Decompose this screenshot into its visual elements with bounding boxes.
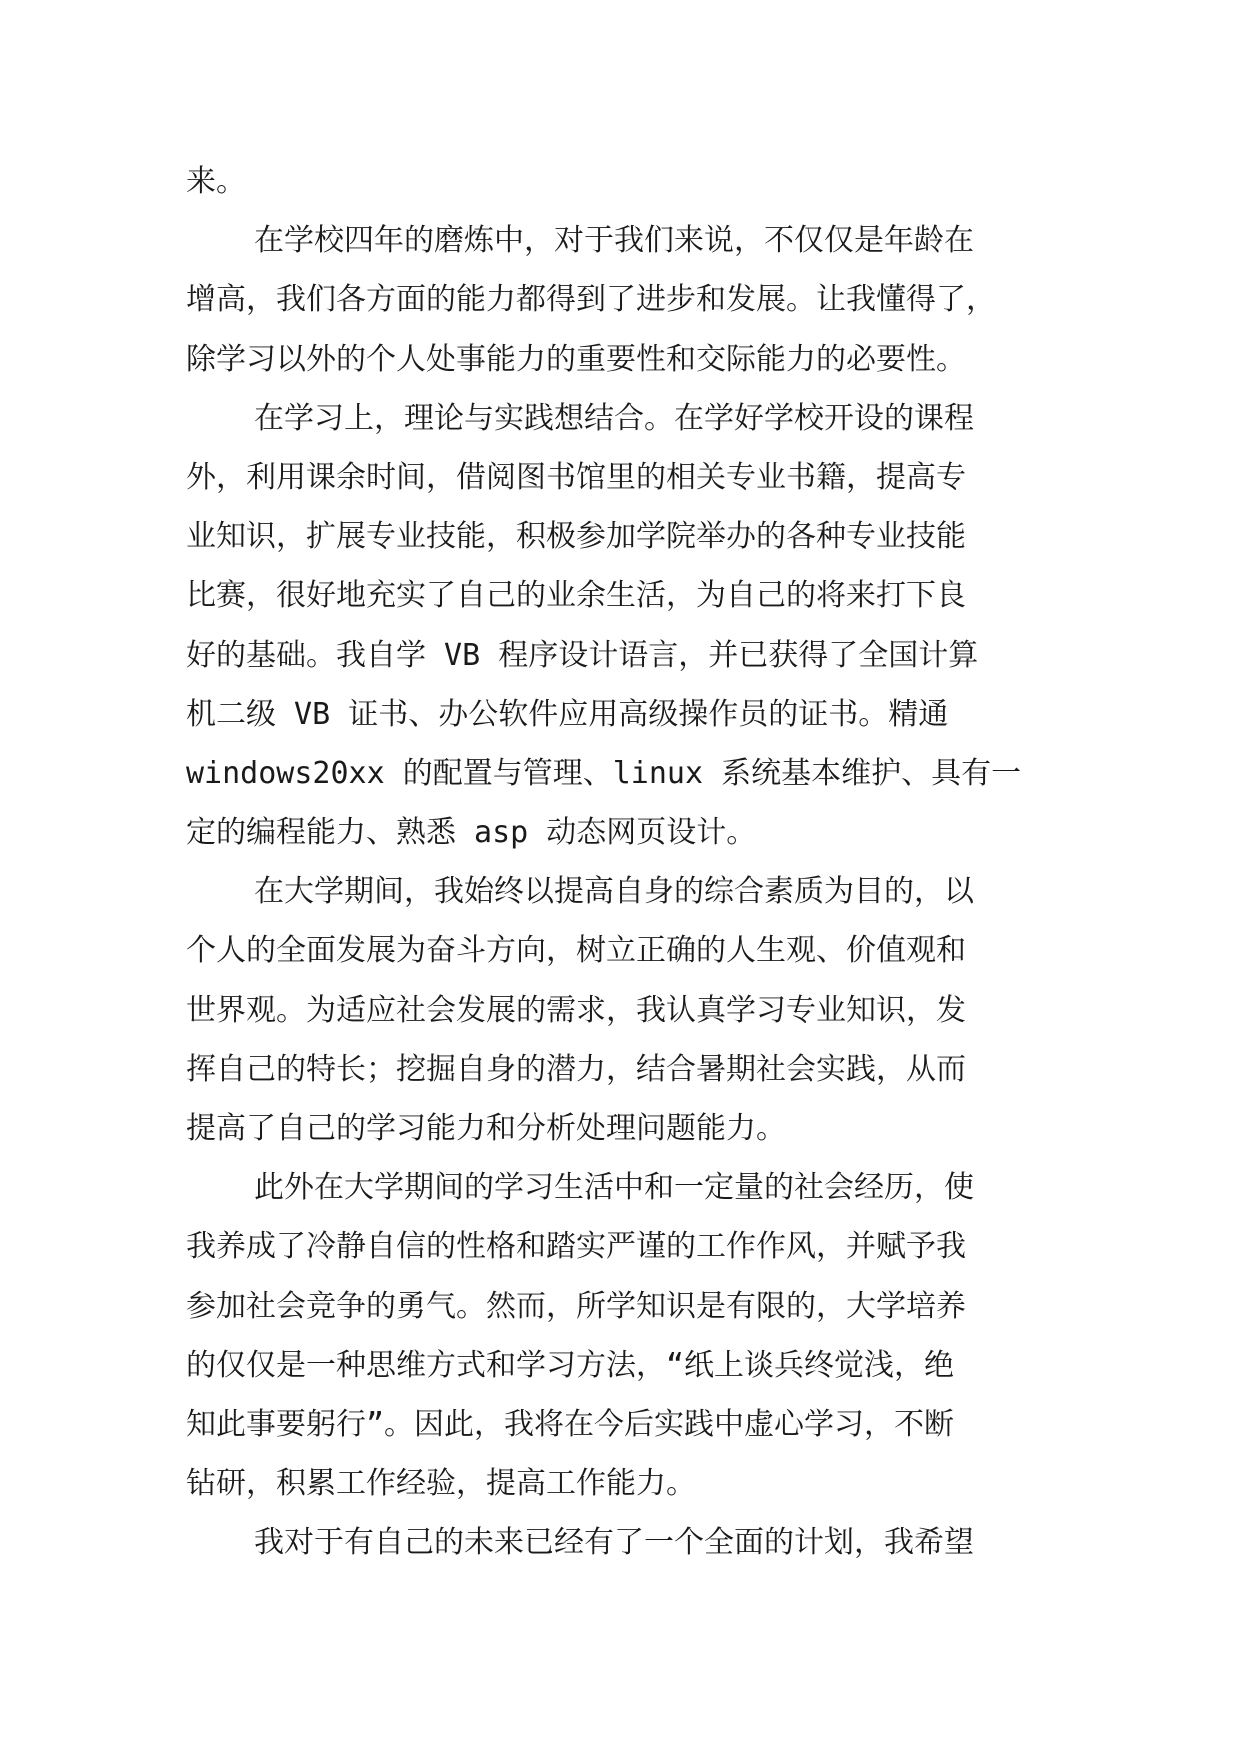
- paragraph-first-line: 在大学期间，我始终以提高自身的综合素质为目的，以: [254, 874, 974, 910]
- text-line: 世界观。为适应社会发展的需求，我认真学习专业知识，发: [186, 992, 966, 1028]
- text-line: 好的基础。我自学 VB 程序设计语言，并已获得了全国计算: [186, 637, 979, 673]
- paragraph-first-line: 我对于有自己的未来已经有了一个全面的计划，我希望: [254, 1525, 974, 1561]
- text-line: 的仅仅是一种思维方式和学习方法，“纸上谈兵终觉浅，绝: [186, 1347, 955, 1383]
- text-line: 增高，我们各方面的能力都得到了进步和发展。让我懂得了，: [186, 282, 996, 318]
- text-line: 参加社会竞争的勇气。然而，所学知识是有限的，大学培养: [186, 1288, 966, 1324]
- text-line: 外，利用课余时间，借阅图书馆里的相关专业书籍，提高专: [186, 459, 966, 495]
- text-line: 来。: [186, 164, 246, 199]
- paragraph-first-line: 此外在大学期间的学习生活中和一定量的社会经历，使: [254, 1170, 974, 1206]
- text-line: 机二级 VB 证书、办公软件应用高级操作员的证书。精通: [186, 696, 949, 732]
- text-line: 提高了自己的学习能力和分析处理问题能力。: [186, 1111, 786, 1146]
- body-text: [186, 152, 1056, 1573]
- text-line: 除学习以外的个人处事能力的重要性和交际能力的必要性。: [186, 341, 966, 377]
- text-line: 比赛，很好地充实了自己的业余生活，为自己的将来打下良: [186, 578, 966, 614]
- text-line: 个人的全面发展为奋斗方向，树立正确的人生观、价值观和: [186, 933, 966, 969]
- text-line: 钻研，积累工作经验，提高工作能力。: [186, 1466, 696, 1502]
- text-line: 业知识，扩展专业技能，积极参加学院举办的各种专业技能: [186, 519, 966, 555]
- text-line: 挥自己的特长；挖掘自身的潜力，结合暑期社会实践，从而: [186, 1051, 966, 1087]
- paragraph-first-line: 在学校四年的磨炼中，对于我们来说，不仅仅是年龄在: [254, 223, 974, 259]
- text-line: 我养成了冷静自信的性格和踏实严谨的工作作风，并赋予我: [186, 1229, 966, 1265]
- paragraph-first-line: 在学习上，理论与实践想结合。在学好学校开设的课程: [254, 400, 974, 436]
- text-line: windows20xx 的配置与管理、linux 系统基本维护、具有一: [186, 755, 1022, 791]
- text-line: 知此事要躬行”。因此，我将在今后实践中虚心学习，不断: [186, 1406, 955, 1442]
- text-line: 定的编程能力、熟悉 asp 动态网页设计。: [186, 815, 757, 851]
